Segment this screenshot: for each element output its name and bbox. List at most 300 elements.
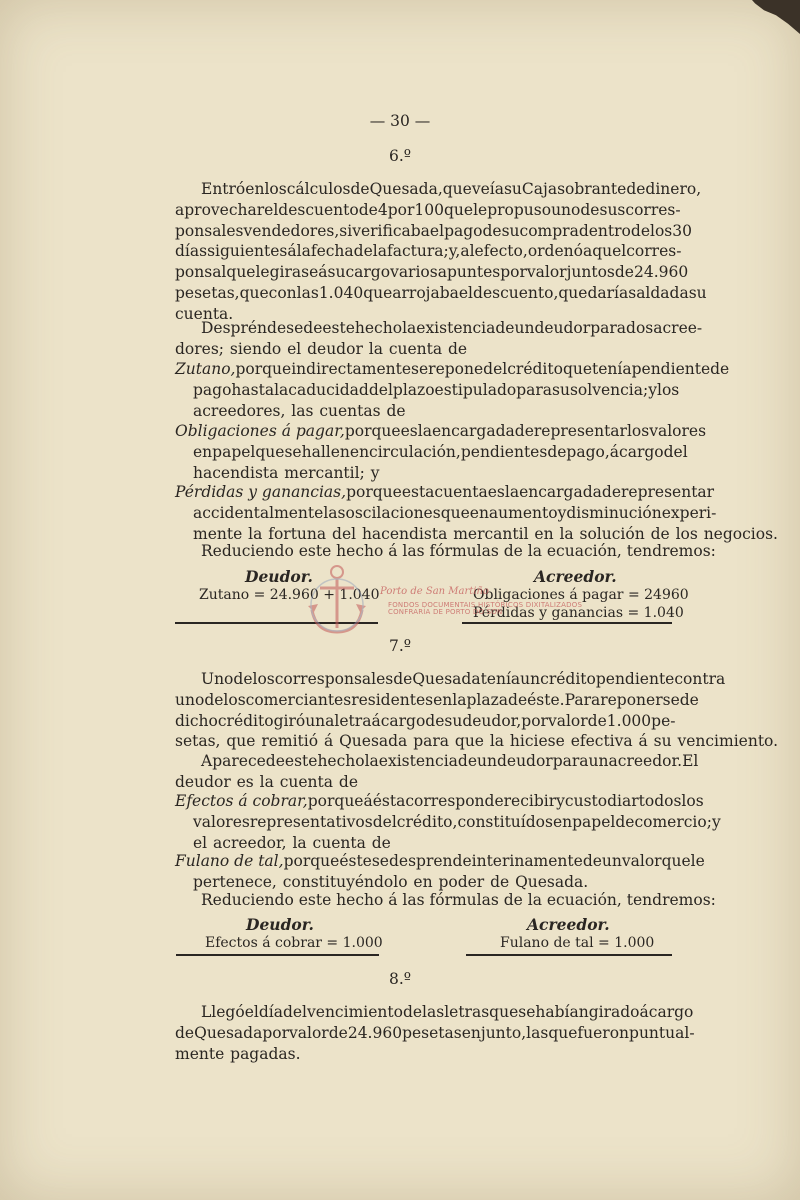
word: dinero, [645, 180, 702, 198]
word: cargo [380, 711, 426, 730]
word: verificaba [352, 221, 430, 240]
word: que [255, 442, 285, 461]
word: una [305, 711, 335, 730]
word: descuento, [473, 284, 559, 302]
paragraph-6-line-5 [175, 262, 689, 282]
word: si [339, 221, 353, 240]
obligaciones-entry-line-2 [193, 442, 688, 462]
word: el [264, 200, 279, 219]
word: encargada [519, 483, 602, 501]
word: y, [448, 242, 461, 261]
word: corresponde [405, 792, 504, 810]
paragraph-8-line-1 [201, 1002, 694, 1022]
word: la [402, 319, 417, 337]
word: cuentas [319, 401, 381, 420]
page-number: — 30 — [369, 112, 431, 130]
ledger-1-debit-heading: Deudor. [245, 567, 313, 586]
word: saldada [628, 284, 689, 302]
word: deudor [496, 752, 553, 770]
word: de [386, 401, 406, 420]
word: éste [339, 852, 372, 870]
word: 1.000 [606, 711, 652, 730]
word: Uno [201, 670, 234, 688]
word: porque [346, 483, 402, 501]
word: encargada [431, 422, 515, 440]
word: Quesada, [369, 180, 443, 198]
word: un [514, 319, 535, 337]
word: residentes [351, 690, 434, 709]
word: efectiva [570, 732, 633, 751]
word: las [291, 401, 314, 420]
word: por [500, 263, 527, 282]
word: corres- [625, 200, 681, 219]
ledger-2-credit-heading: Acreedor. [527, 915, 610, 934]
word: el [458, 284, 474, 302]
word: setas, [175, 732, 221, 751]
word: estipulado [434, 380, 517, 399]
word: constituyéndolo [282, 872, 408, 891]
word: de [303, 319, 323, 337]
paragraph-6b-line-1 [201, 318, 703, 338]
word: deudor [534, 319, 591, 337]
word: Quesada [194, 1023, 263, 1042]
word: pesetas [402, 1023, 462, 1042]
word: un [588, 752, 609, 770]
word: hecho [317, 752, 365, 770]
word: por [262, 1023, 290, 1042]
word: constituídos [457, 812, 553, 831]
word: hacendista [193, 463, 279, 482]
word: pago [444, 221, 483, 240]
word: siguientes [207, 242, 288, 261]
ledger-1-credit-rule [462, 622, 672, 624]
word: le [473, 200, 488, 219]
paragraph-6-line-1 [201, 179, 702, 199]
account-term: Pérdidas y ganancias, [175, 483, 347, 501]
torn-corner [740, 0, 800, 34]
word: cuenta [434, 483, 488, 501]
word: de [582, 852, 602, 870]
word: su [503, 180, 522, 198]
word: día [258, 1003, 283, 1021]
word: de [393, 670, 413, 688]
word: pendiente [631, 360, 711, 378]
word: esta [401, 483, 435, 501]
word: por [387, 200, 415, 219]
word: por [521, 711, 548, 730]
word: pendiente [595, 670, 675, 688]
word: de [338, 772, 358, 791]
word: comercio; [634, 812, 712, 831]
word: las [526, 1023, 549, 1042]
word: de [402, 1003, 423, 1021]
word: le [255, 263, 270, 282]
word: hasta [231, 380, 275, 399]
word: descuento [278, 200, 359, 219]
word: en [461, 1023, 481, 1042]
word: la [559, 524, 574, 543]
word: á [371, 711, 381, 730]
ledger-2-debit-rule [176, 954, 379, 956]
word: de [350, 180, 370, 198]
word: acreedor. [608, 752, 683, 770]
word: su [688, 284, 707, 302]
word: que [226, 263, 256, 282]
word: remitió [261, 732, 319, 751]
word: fecha [310, 242, 354, 261]
word: solvencia; [569, 380, 649, 399]
word: crédito, [396, 812, 458, 831]
word: pesetas, [175, 284, 240, 302]
word: 24.960 [347, 1023, 403, 1042]
word: de [328, 1023, 348, 1042]
word: quedaría [558, 284, 629, 302]
fulano-entry-line-1 [175, 851, 705, 871]
word: Despréndese [201, 319, 304, 337]
paragraph-8-line-3 [175, 1044, 672, 1064]
word: pendientes [460, 442, 548, 461]
word: á [323, 732, 334, 751]
word: vendedores, [243, 221, 340, 240]
word: un [520, 670, 541, 688]
word: deudor, [462, 711, 522, 730]
word: accidentalmente [193, 503, 324, 522]
word: girado [588, 1003, 640, 1021]
zutano-entry-line-2 [193, 380, 680, 400]
word: las [296, 284, 319, 302]
word: circulación, [369, 442, 461, 461]
word: plaza [466, 690, 509, 709]
stamp-caption-1: FONDOS DOCUMENTAIS HISTÓRICOS DIXITALIZADOS [388, 601, 583, 609]
word: de [233, 670, 253, 688]
word: á [638, 732, 648, 751]
word: contra [674, 670, 726, 688]
word: porque [307, 792, 364, 810]
fulano-entry-line-2 [193, 872, 672, 892]
word: Quesada [412, 670, 481, 688]
word: Llegó [201, 1003, 245, 1021]
word: valor [526, 263, 567, 282]
paragraph-6b-line-2 [175, 339, 672, 359]
word: que [548, 1023, 578, 1042]
word: ponsal [175, 263, 227, 282]
word: solución [579, 524, 645, 543]
word: crédito [507, 360, 563, 378]
ledger-2-debit-row: Efectos á cobrar = 1.000 [205, 935, 383, 951]
word: la [489, 732, 505, 751]
obligaciones-entry-line-1 [175, 421, 707, 441]
zutano-entry-line-1 [175, 359, 730, 379]
word: á [609, 442, 620, 461]
word: interinamente [471, 852, 583, 870]
ledger-1-debit-row: Zutano = 24.960 + 1.040 [199, 587, 380, 603]
ledger-2-credit-rule [466, 954, 672, 956]
word: representativos [249, 812, 373, 831]
word: de [175, 1023, 195, 1042]
word: la [292, 833, 307, 852]
word: disminución [566, 503, 662, 522]
word: las [422, 1003, 445, 1021]
word: de [425, 711, 445, 730]
word: los [650, 221, 673, 240]
section-heading-8: 8.º [388, 970, 412, 988]
word: cuenta [388, 339, 443, 358]
word: y [557, 503, 567, 522]
word: de [615, 812, 635, 831]
word: á [287, 242, 297, 261]
word: este [322, 319, 355, 337]
word: que [226, 732, 256, 751]
paragraph-6-line-2 [175, 200, 681, 220]
reduce-2-line: Reduciendo este hecho á las fórmulas de la ecuación, tendremos: [201, 891, 716, 909]
word: varios [390, 263, 438, 282]
word: fueron [577, 1023, 630, 1042]
word: que [239, 284, 269, 302]
word: girase [269, 263, 319, 282]
word: siendo [229, 339, 282, 358]
paragraph-7-line-2 [175, 690, 699, 710]
word: que [440, 503, 470, 522]
account-term: Obligaciones á pagar, [175, 422, 345, 440]
word: y [370, 463, 380, 482]
word: del [483, 360, 508, 378]
word: corres- [626, 242, 682, 261]
word: mercantil; [284, 463, 365, 482]
word: letra [334, 711, 372, 730]
paragraph-7-line-4 [175, 731, 779, 751]
word: uno [551, 200, 581, 219]
word: se [371, 852, 389, 870]
word: se [284, 442, 302, 461]
word: ésta [372, 792, 406, 810]
efectos-entry-line-2 [193, 812, 721, 832]
word: porque [283, 852, 340, 870]
word: para [413, 732, 450, 751]
word: aprovechar [175, 200, 265, 219]
word: de [514, 422, 534, 440]
word: cargo [648, 1003, 694, 1021]
word: ponsales [175, 221, 244, 240]
word: que [443, 200, 474, 219]
word: Caja [521, 180, 558, 198]
word: veía [471, 180, 504, 198]
word: de [508, 690, 528, 709]
word: los [252, 670, 275, 688]
word: acreedores, [193, 401, 286, 420]
word: fortuna [268, 524, 327, 543]
word: negocios. [703, 524, 778, 543]
paragraph-7-line-3 [175, 711, 676, 731]
paragraph-6-line-6 [175, 283, 707, 303]
word: tenía [592, 360, 632, 378]
word: su [653, 732, 672, 751]
word: hacendista [361, 524, 448, 543]
word: indirectamente [291, 360, 412, 378]
word: tenía [480, 670, 521, 688]
word: éste. [527, 690, 565, 709]
perdidas-entry-line-1 [175, 482, 715, 502]
word: Para [564, 690, 601, 709]
word: recibir [503, 792, 557, 810]
word: de [447, 339, 468, 358]
word: papel [212, 442, 256, 461]
word: el [244, 1003, 259, 1021]
word: Entró [201, 180, 246, 198]
word: es [487, 483, 505, 501]
anchor-stamp-icon [306, 560, 368, 640]
word: sus [599, 200, 626, 219]
word: su [552, 380, 570, 399]
word: este [284, 752, 318, 770]
word: al [460, 242, 475, 261]
word: valor [547, 711, 588, 730]
reduce-1-line: Reduciendo este hecho á las fórmulas de la ecuación, tendremos: [201, 542, 716, 560]
efectos-entry-line-1 [175, 791, 704, 811]
word: es [236, 772, 254, 791]
word: el [193, 833, 208, 852]
word: Quesada [339, 732, 408, 751]
word: valor [621, 852, 662, 870]
word: la [274, 380, 289, 399]
word: en [245, 180, 265, 198]
word: se [411, 360, 429, 378]
word: la [504, 483, 520, 501]
word: cuenta [279, 772, 334, 791]
word: representar [621, 483, 715, 501]
word: á [318, 263, 328, 282]
section-heading-7: 7.º [388, 637, 412, 655]
word: cuenta. [175, 304, 234, 323]
word: factura; [386, 242, 449, 261]
word: un [601, 852, 622, 870]
word: crédito [217, 711, 274, 730]
word: aumento [488, 503, 558, 522]
word: dentro [578, 221, 631, 240]
word: de [353, 242, 373, 261]
word: 100 [414, 200, 444, 219]
word: un [477, 752, 497, 770]
word: puntual- [629, 1023, 695, 1042]
word: en [433, 690, 453, 709]
word: su [444, 711, 463, 730]
word: compra [519, 221, 579, 240]
obligaciones-entry-line-3 [193, 463, 672, 483]
word: que [661, 852, 691, 870]
ledger-2-credit-row: Fulano de tal = 1.000 [500, 935, 655, 951]
word: es [400, 422, 418, 440]
word: del [663, 442, 688, 461]
word: de [587, 711, 607, 730]
word: que [442, 180, 472, 198]
word: pertenece, [193, 872, 277, 891]
word: de [371, 833, 391, 852]
word: que [489, 1003, 519, 1021]
word: en [349, 442, 370, 461]
word: los [223, 690, 246, 709]
word: oscilaciones [345, 503, 441, 522]
word: y [711, 812, 721, 831]
word: vencimiento [307, 1003, 403, 1021]
section-heading-6: 6.º [388, 147, 412, 165]
word: en [193, 442, 213, 461]
word: junto, [480, 1023, 527, 1042]
word: de [265, 752, 285, 770]
word: los [626, 422, 650, 440]
word: papel [572, 812, 616, 831]
word: pagadas. [230, 1044, 301, 1063]
word: letras [444, 1003, 490, 1021]
word: le [690, 852, 705, 870]
word: á [363, 792, 373, 810]
word: y [648, 380, 657, 399]
stamp-caption-2: CONFRARÍA DE PORTO DO SON [388, 608, 503, 616]
word: se [518, 1003, 536, 1021]
word: desprende [388, 852, 472, 870]
word: del [332, 524, 357, 543]
word: de [204, 690, 224, 709]
word: dos [626, 319, 654, 337]
word: los [675, 524, 698, 543]
word: la [259, 772, 274, 791]
word: juntos [566, 263, 615, 282]
paragraph-8-line-2 [175, 1023, 695, 1043]
word: existencia [416, 319, 496, 337]
word: en [469, 503, 489, 522]
word: que [562, 360, 593, 378]
word: dicho [175, 711, 218, 730]
efectos-entry-line-3 [193, 833, 672, 853]
word: comerciantes [245, 690, 352, 709]
paragraph-7b-line-2 [175, 772, 672, 792]
word: la [417, 422, 432, 440]
word: dores; [175, 339, 225, 358]
word: en [413, 872, 433, 891]
word: de [490, 872, 510, 891]
word: propuso [487, 200, 552, 219]
word: de [580, 200, 600, 219]
paragraph-7b-line-1 [201, 751, 699, 771]
word: de [601, 483, 621, 501]
word: 24.960 [633, 263, 689, 282]
ledger-2-debit-heading: Deudor. [246, 915, 314, 934]
word: sobrante [557, 180, 627, 198]
word: los [657, 380, 680, 399]
word: porque [235, 360, 292, 378]
word: en [534, 524, 554, 543]
word: de [650, 524, 670, 543]
word: experi- [661, 503, 717, 522]
word: la [364, 752, 379, 770]
word: cargo [619, 442, 664, 461]
word: el [429, 221, 445, 240]
word: con [268, 284, 297, 302]
word: pe- [651, 711, 676, 730]
word: deudor [175, 772, 231, 791]
stamp-script-text: Porto de San Martiño [380, 586, 489, 597]
word: vencimiento. [677, 732, 779, 751]
word: de [614, 263, 634, 282]
word: custodiar [564, 792, 639, 810]
word: uno [175, 690, 205, 709]
word: 1.040 [318, 284, 364, 302]
word: aquel [582, 242, 627, 261]
word: de [626, 180, 646, 198]
word: acreedor, [213, 833, 287, 852]
word: cuenta [312, 833, 366, 852]
word: valor [289, 1023, 329, 1042]
word: reponerse [600, 690, 680, 709]
word: hallen [301, 442, 350, 461]
